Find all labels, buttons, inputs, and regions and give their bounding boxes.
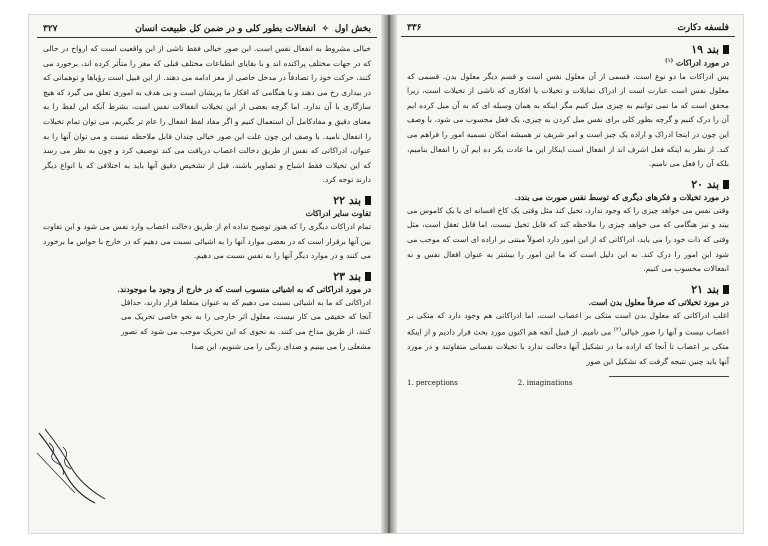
footnote-marker-1: (۱): [664, 58, 674, 64]
section-marker-icon: [723, 45, 729, 54]
section-21-text-continued: می نامیم. از قبیل آنچه هم اکنون مورد بحث قرار دادیم و از اینکه متکی بر اعصاب تا آنجا که اراده ما در تشکیل آنها دخالت ندارد با تخیلات نفسانی متفاوتند و در مورد آنها باید چنین نتیجه گرفت که تشکیل این صور: [407, 327, 729, 367]
left-header-chapter: انفعالات بطور کلی و در ضمن کل طبیعت انسان: [135, 24, 316, 34]
section-23-title: بند ۲۳: [333, 269, 361, 283]
section-23-text: ادراکاتی که ما به اشیائی نسبت می دهیم که به عنوان متعلقا قرار دارند، حداقل آنجا که حقیقی می کار نیست، معلول اثر خارجی را به نحو خاصی تحریک می کنند، از طریق مداخ می کنند. به نحوی که این تحریک موجب می شود که تصور مشعلی را می بینیم و صدای زنگی را می شنویم، این صدا: [121, 297, 371, 351]
handwritten-annotation: [35, 423, 115, 507]
book-gutter: [381, 15, 397, 533]
section-22-title: بند ۲۲: [333, 193, 361, 207]
section-19-subtitle: [407, 58, 729, 68]
section-21-subtitle: در مورد تخیلاتی که صرفاً معلول بدن است.: [588, 297, 729, 307]
left-page-header: [37, 21, 377, 38]
section-21-paragraph: [407, 309, 729, 370]
section-21-heading: [407, 283, 729, 296]
section-20-subtitle: در مورد تخیلات و فکرهای دیگری که توسط نفس صورت می بندد.: [514, 192, 729, 202]
section-21-title: بند ۲۱: [691, 282, 719, 296]
footnote-divider: [609, 376, 729, 377]
section-23-heading: [43, 270, 371, 283]
section-21-text: اغلب ادراکاتی که معلول بدن است متکی بر اعصاب است، اما ادراکاتی هم وجود دارد که متکی بر اعصاب نیست و آنها را صور خیالی: [407, 310, 729, 337]
section-20-text: وقتی نفس می خواهد چیزی را که وجود ندارد، تخیل کند مثل وقتی یک کاخ افسانه ای یا یک کاموس می بیند و نیز هنگامی که می خواهد چیزی را ملاحظه کند که قابل تخیل نیست، اما قابل تعقل است، مثل وقتی که ذات خود را می یابد، ادراکاتی که از این امور دارد اصولاً مبتنی بر اراده ای است که موجب می شود این امور را درک کند. به این دلیل است که ما این امور را بیشتر به عنوان افعال نفس و نه انفعالات محسوب می کنیم.: [407, 205, 729, 274]
footnote-marker-2: (۲): [613, 327, 622, 334]
section-20-heading: [407, 178, 729, 191]
section-20-title: بند ۲۰: [691, 177, 719, 191]
right-page: [401, 21, 735, 527]
left-header-part: بخش اول: [334, 24, 371, 34]
footnote-1: 1. perceptions: [407, 378, 458, 387]
section-19-title: بند ۱۹: [691, 43, 719, 56]
left-header-title: [135, 23, 371, 34]
section-22-heading: [43, 194, 371, 207]
section-marker-icon: [365, 272, 371, 281]
right-header-title: فلسفه دکارت: [677, 23, 729, 33]
section-22-text: تمام ادراکات دیگری را که هنوز توضیح نداده ام از طریق دخالت اعصاب وارد نفس می شود و این تفاوت بین آنها برقرار است که در بعضی موارد آنها را به اشیائی نسبت می دهیم که در خارج با حواس ما برخورد می کنند و در موارد دیگر آنها را به نفس نسبت می دهیم.: [43, 221, 371, 261]
scanned-book-spread: [28, 14, 744, 534]
section-marker-icon: [723, 180, 729, 189]
section-19-subtitle-text: در مورد ادراکات: [675, 58, 729, 68]
section-23-subtitle: در مورد ادراکاتی که به اشیائی منسوب است که در خارج از وجود ما موجودند.: [117, 284, 371, 294]
right-page-header: [401, 21, 735, 37]
section-19-text: پس ادراکات ما دو نوع است. قسمی از آن معلول نفس است و قسم دیگر معلول بدن. قسمی که معلول نفس است عبارت است از ادراک تمایلات و تخیلات یا افکاری که ناشی از تخیلات است، زیرا محقق است که ما نمی توانیم به چیزی میل کنیم مگر اینکه به همان وسیله ای که به آن میل کرده ایم آن را درک کنیم و گرچه بطور کلی برای نفس میل کردن به چیزی، یک فعل محسوب می شود، با وصف این چون در اینجا ادراک و اراده یک چیز است و امر شریف تر همیشه امکان تسمیه امور را فراهم می کند. از نظر به اینکه فعل اشرف اند از انفعال است اینکار این ما عادت بکر ده ایم آن را انفعال بنامیم، بلکه آن را فعل می نامیم.: [407, 71, 729, 169]
footnotes: [401, 379, 735, 387]
section-marker-icon: [365, 196, 371, 205]
section-22-subtitle: تفاوت سایر ادراکات: [305, 208, 371, 218]
diamond-icon: ✧: [321, 23, 329, 33]
section-19-heading: [407, 43, 729, 56]
section-marker-icon: [723, 285, 729, 294]
left-page-number: ۳۲۷: [43, 23, 58, 34]
footnote-2: 2. imaginations: [517, 378, 573, 387]
left-intro-paragraph: خیالی مشروط به انفعال نفس است. این صور خیالی فقط ناشی از این واقعیت است که ارواح در حالی که در جهات مختلف پراکنده اند و با بقایای انطباعات مختلف قبلی که مغز را متأثر کرده اند، برخورد می کنند، حرکت خود را تصادفاً در مدخل خاصی از مغز ادامه می دهند. از این قبیل است رؤیاها و توهماتی که در بیداری رخ می دهند و یا هنگامی که افکار ما پریشان است و بی هدف به اموری تعلق می گیرد که هیچ سازگاری با آن ندارد. اما گرچه بعضی از این تخیلات انفعالات نفس است، بشرط آنکه این لفظ را به معنای دقیق و مفادکامل آن استعمال کنیم و اگر مفاد لفظ انفعال را عام تر بگیریم، می توان تمام تخیلات را انفعال نامید. با وصف این چون علت این صور خیالی چندان قابل ملاحظه نیست و می توان آنها را به عنوان، ادراکاتی که نفس از طریق دخالت اعصاب دریافت می کند توصیف کرد و چون به نظر می رسد که این تخیلات فقط اشباح و تصاویر باشند، قبل از تشخیص دقیق آنها باید به اختلافی که با انواع دیگر دارند توجه کرد.: [43, 44, 371, 185]
right-page-number: ۳۳۶: [407, 23, 422, 33]
